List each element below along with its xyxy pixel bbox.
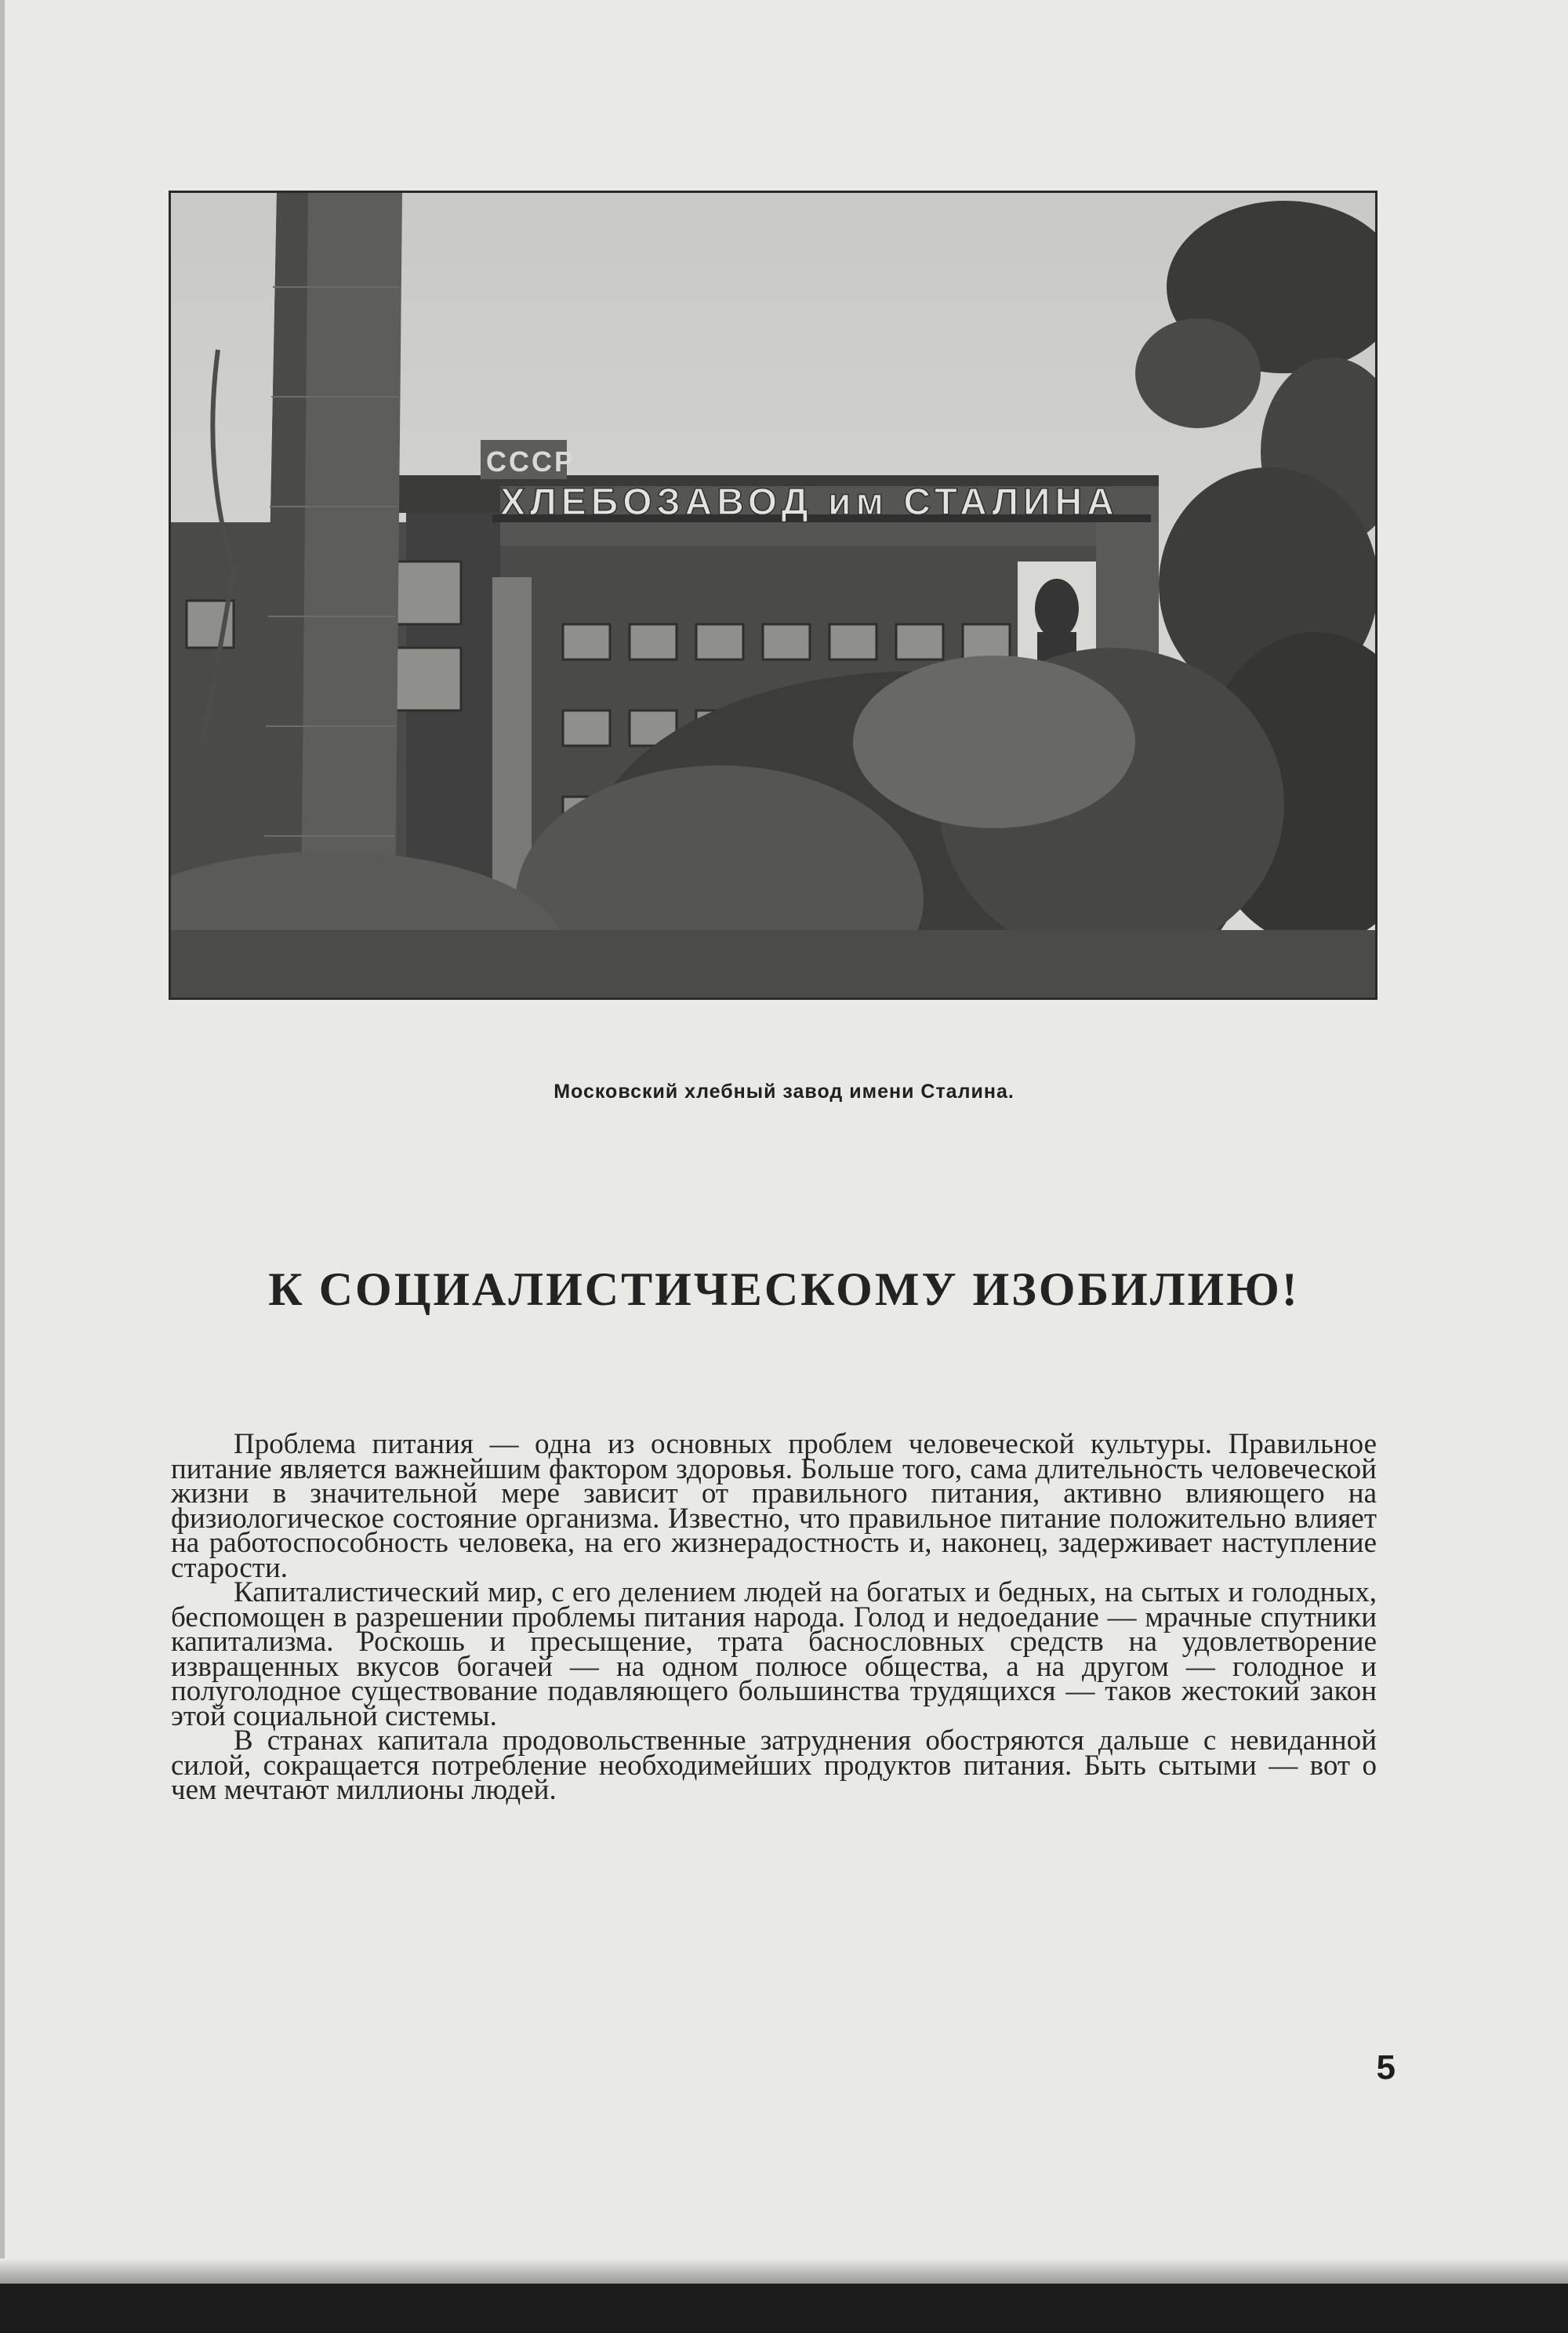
scan-bottom-edge xyxy=(0,2284,1568,2333)
page-title: К СОЦИАЛИСТИЧЕСКОМУ ИЗОБИЛИЮ! xyxy=(268,1263,1300,1315)
page-edge xyxy=(0,0,5,2333)
page-bottom-shadow xyxy=(0,2259,1568,2284)
paragraph-2: Капиталистический мир, с его делением людей на богатых и бедных, на сытых и голодных, беспомощен в разрешении проблемы питания народа. Голод и недоедание — мрачные спутники капитализма. Роскошь и пресыщение, трата баснословных средств на удовлетворение извращенных вкусов богачей — на одном полюсе общества, а на другом — голодное и полуголодное существование подавляющего большинства трудящихся — таков жестокий закон этой социальной системы. xyxy=(171,1576,1377,1732)
page-number: 5 xyxy=(1376,2048,1396,2087)
paragraph-1: Проблема питания — одна из основных проблем человеческой культуры. Правильное питание является важнейшим фактором здоровья. Больше того, сама длительность человеческой жизни в значительной мере зависит от правильного питания, активно влияющего на физиологическое состояние организма. Известно, что правильное питание положительно влияет на работоспособность человека, на его жизнерадостность и, наконец, задерживает наступление старости. xyxy=(171,1428,1377,1584)
roof-sign-text: ХЛЕБОЗАВОД им СТАЛИНА xyxy=(500,481,1119,523)
roof-letters: СССР xyxy=(486,445,576,478)
paragraph-3: В странах капитала продовольственные затруднения обостряются дальше с невиданной силой, сокращается потребление необходимейших продуктов питания. Быть сытыми — вот о чем мечтают миллионы людей. xyxy=(171,1724,1377,1806)
photo-caption: Московский хлебный завод имени Сталина. xyxy=(554,1081,1014,1103)
factory-photo xyxy=(169,191,1377,1000)
article-body xyxy=(171,1428,1377,1806)
factory-photo-drawing xyxy=(171,193,1375,998)
